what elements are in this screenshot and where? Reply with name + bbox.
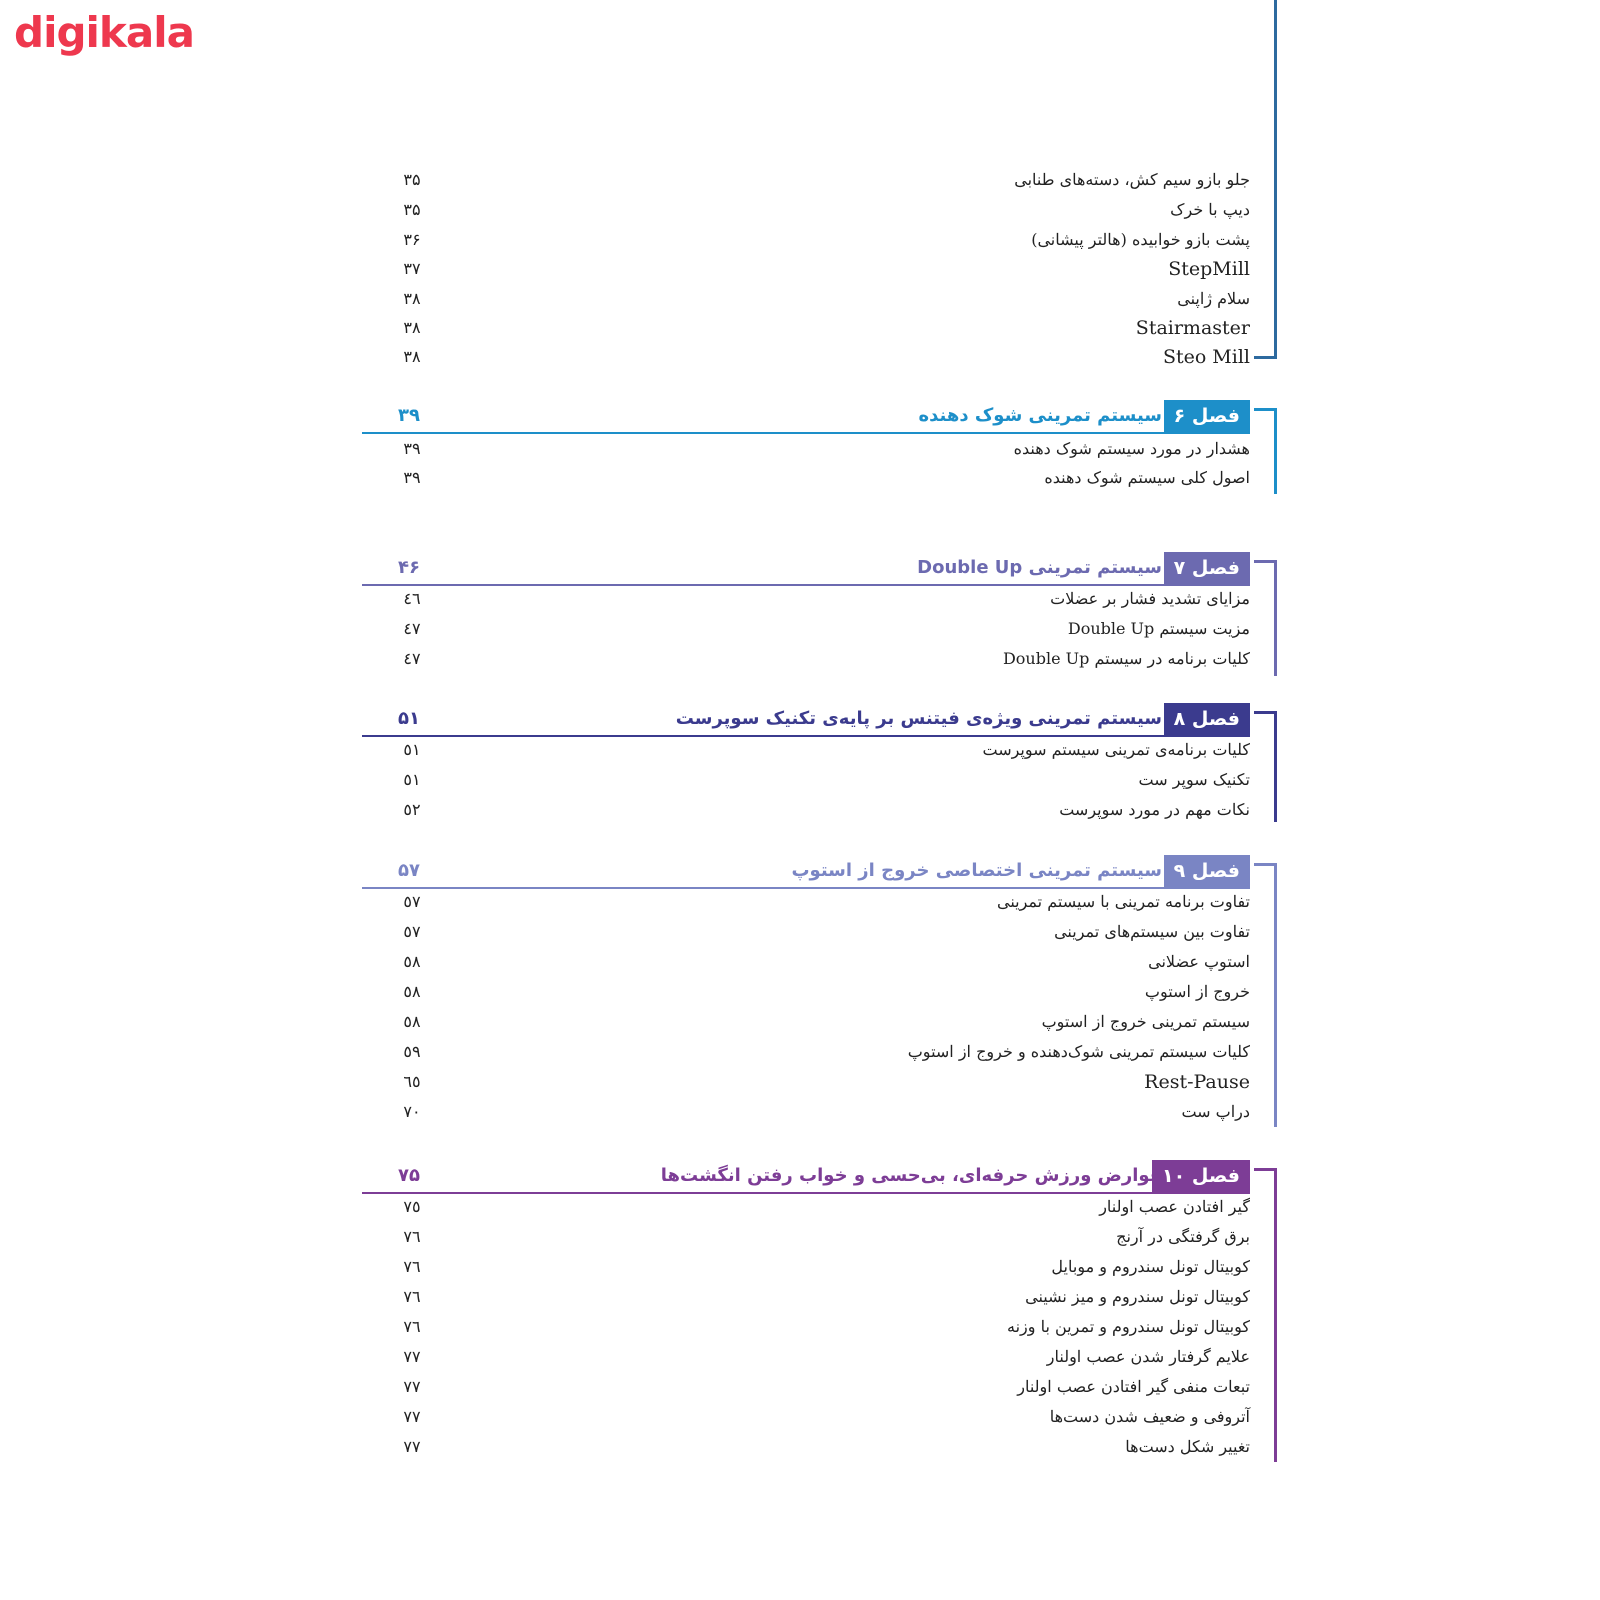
toc-entry-page: ٤٦ <box>403 589 421 608</box>
toc-entry-page: ٥٢ <box>403 800 421 819</box>
toc-entry-page: ۳۵ <box>403 170 421 189</box>
toc-entry[interactable]: مزایای تشدید فشار بر عضلات <box>1050 589 1250 608</box>
toc-entry-page: ٦٥ <box>403 1072 421 1091</box>
chapter-line <box>1274 408 1277 494</box>
toc-entry-page: ٧٧ <box>403 1377 421 1396</box>
toc-entry-page: ۳۸ <box>403 318 421 337</box>
toc-entry[interactable]: تبعات منفی گیر افتادن عصب اولنار <box>1017 1377 1250 1396</box>
chapter-page: ۴۶ <box>398 557 420 578</box>
toc-entry[interactable]: تفاوت بین سیستم‌های تمرینی <box>1054 922 1250 941</box>
toc-entry[interactable]: تکنیک سوپر ست <box>1138 770 1250 789</box>
toc-entry[interactable]: نکات مهم در مورد سوپرست <box>1059 800 1250 819</box>
chapter-title[interactable]: سیستم تمرینی شوک دهنده <box>918 405 1162 426</box>
toc-entry[interactable]: برق گرفتگی در آرنج <box>1116 1227 1250 1246</box>
toc-entry-page: ٤٧ <box>403 649 421 668</box>
chapter-page: ۳۹ <box>398 405 420 426</box>
toc-entry[interactable]: کلیات سیستم تمرینی شوک‌دهنده و خروج از استوپ <box>907 1042 1250 1061</box>
toc-entry-page: ۳۹ <box>403 439 421 458</box>
toc-entry[interactable]: کلیات برنامه‌ی تمرینی سیستم سوپرست <box>982 740 1250 759</box>
toc-entry[interactable]: اصول کلی سیستم شوک دهنده <box>1044 468 1250 487</box>
toc-entry-page: ٧٧ <box>403 1437 421 1456</box>
toc-entry-page: ٥٧ <box>403 922 421 941</box>
section-line <box>1274 0 1277 358</box>
toc-entry[interactable]: سلام ژاپنی <box>1177 289 1250 308</box>
chapter-line <box>1274 560 1277 676</box>
chapter-title[interactable]: سیستم تمرینی Double Up <box>917 557 1162 578</box>
toc-entry-page: ۳۶ <box>403 230 421 249</box>
toc-entry[interactable]: Stairmaster <box>1135 317 1250 339</box>
section-line-hook <box>1254 356 1277 359</box>
chapter-line-hook <box>1254 1168 1277 1171</box>
chapter-line-hook <box>1254 560 1277 563</box>
toc-entry[interactable]: دیپ با خرک <box>1170 200 1250 219</box>
toc-entry-page: ۳۹ <box>403 468 421 487</box>
toc-entry[interactable]: علایم گرفتار شدن عصب اولنار <box>1046 1347 1250 1366</box>
toc-entry-page: ٥٨ <box>403 952 421 971</box>
chapter-badge: فصل ۸ <box>1164 703 1250 735</box>
chapter-badge: فصل ۷ <box>1164 552 1250 584</box>
chapter-page: ۵۷ <box>398 860 420 881</box>
toc-entry-page: ٧٠ <box>403 1102 421 1121</box>
toc-entry[interactable]: کوبیتال تونل سندروم و میز نشینی <box>1025 1287 1250 1306</box>
toc-entry[interactable]: آتروفی و ضعیف شدن دست‌ها <box>1049 1407 1250 1426</box>
toc-entry-page: ٥١ <box>403 740 421 759</box>
toc-entry-page: ٤٧ <box>403 619 421 638</box>
toc-entry[interactable]: استوپ عضلانی <box>1148 952 1250 971</box>
chapter-badge: فصل ۹ <box>1164 855 1250 887</box>
toc-entry-page: ٧٦ <box>403 1287 421 1306</box>
chapter-line-hook <box>1254 711 1277 714</box>
toc-entry[interactable]: کوبیتال تونل سندروم و موبایل <box>1051 1257 1250 1276</box>
toc-entry[interactable]: تغییر شکل دست‌ها <box>1125 1437 1250 1456</box>
chapter-badge: فصل ۶ <box>1164 400 1250 432</box>
chapter-title[interactable]: عوارض ورزش حرفه‌ای، بی‌حسی و خواب رفتن انگشت‌ها <box>660 1165 1162 1186</box>
toc-entry-page: ٧٧ <box>403 1347 421 1366</box>
chapter-line <box>1274 711 1277 822</box>
toc-entry-page: ۳۷ <box>403 259 421 278</box>
toc-entry[interactable]: مزیت سیستم Double Up <box>1067 619 1250 638</box>
toc-entry-page: ۳۵ <box>403 200 421 219</box>
chapter-line <box>1274 1168 1277 1462</box>
toc-entry[interactable]: جلو بازو سیم کش، دسته‌های طنابی <box>1014 170 1250 189</box>
toc-entry-page: ۳۸ <box>403 289 421 308</box>
toc-entry-page: ٧٦ <box>403 1317 421 1336</box>
chapter-page: ۵۱ <box>398 708 420 729</box>
toc-entry-page: ٥٨ <box>403 1012 421 1031</box>
digikala-logo: digikala <box>14 8 194 57</box>
chapter-page: ۷۵ <box>398 1165 420 1186</box>
chapter-title[interactable]: سیستم تمرینی ویژه‌ی فیتنس بر پایه‌ی تکنیک سوپرست <box>675 708 1162 729</box>
toc-entry[interactable]: گیر افتادن عصب اولنار <box>1099 1197 1250 1216</box>
toc-entry[interactable]: پشت بازو خوابیده (هالتر پیشانی) <box>1031 230 1250 249</box>
toc-entry[interactable]: کلیات برنامه در سیستم Double Up <box>1002 649 1250 668</box>
toc-entry[interactable]: دراپ ست <box>1181 1102 1250 1121</box>
toc-entry[interactable]: سیستم تمرینی خروج از استوپ <box>1041 1012 1250 1031</box>
toc-entry[interactable]: StepMill <box>1168 258 1250 280</box>
chapter-title[interactable]: سیستم تمرینی اختصاصی خروج از استوپ <box>791 860 1162 881</box>
toc-entry[interactable]: تفاوت برنامه تمرینی با سیستم تمرینی <box>996 892 1250 911</box>
toc-entry-page: ٧٦ <box>403 1227 421 1246</box>
toc-entry-page: ٥٩ <box>403 1042 421 1061</box>
chapter-badge: فصل ۱۰ <box>1152 1160 1250 1192</box>
toc-entry-page: ٧٧ <box>403 1407 421 1426</box>
toc-entry[interactable]: خروج از استوپ <box>1144 982 1250 1001</box>
toc-entry-page: ٥١ <box>403 770 421 789</box>
chapter-line-hook <box>1254 408 1277 411</box>
toc-entry[interactable]: Rest-Pause <box>1144 1071 1250 1093</box>
toc-entry[interactable]: هشدار در مورد سیستم شوک دهنده <box>1013 439 1250 458</box>
toc-entry-page: ٥٧ <box>403 892 421 911</box>
toc-entry[interactable]: Steo Mill <box>1162 346 1250 368</box>
toc-entry-page: ٧٥ <box>403 1197 421 1216</box>
chapter-line-hook <box>1254 863 1277 866</box>
toc-entry-page: ۳۸ <box>403 347 421 366</box>
toc-entry-page: ٧٦ <box>403 1257 421 1276</box>
toc-entry-page: ٥٨ <box>403 982 421 1001</box>
toc-entry[interactable]: کوبیتال تونل سندروم و تمرین با وزنه <box>1007 1317 1250 1336</box>
chapter-line <box>1274 863 1277 1127</box>
